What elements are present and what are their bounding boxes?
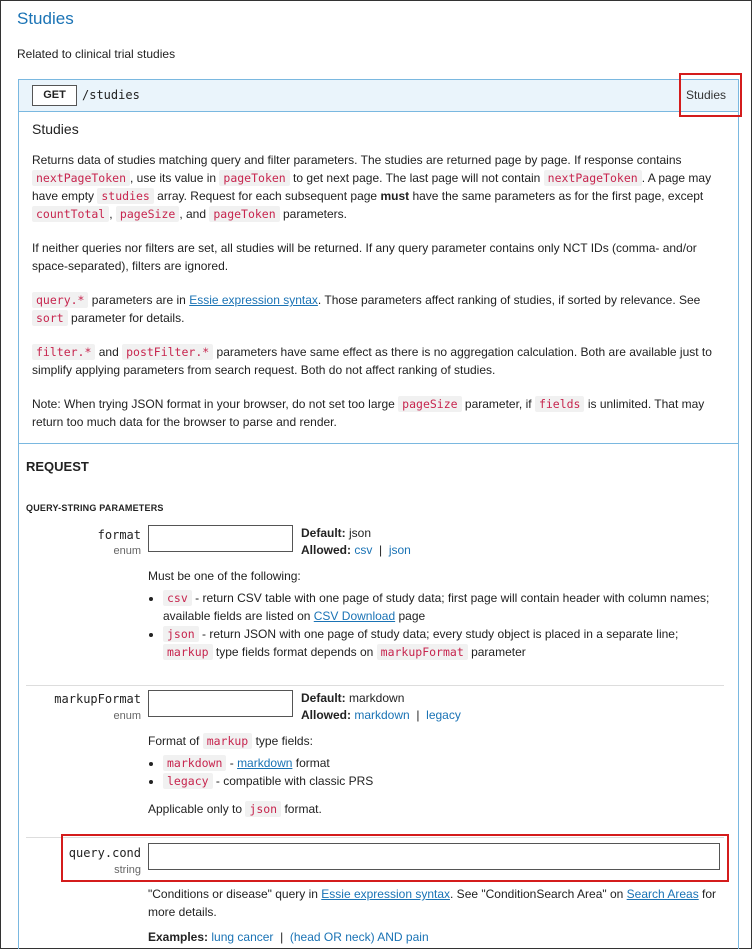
- param-name: query.cond: [68, 846, 141, 860]
- param-description: Format of markup type fields: • markdown - markdown format • legacy - compatible with classic PRS Applicable only to json format.: [148, 732, 718, 818]
- allowed-legacy-link[interactable]: legacy: [426, 708, 461, 722]
- allowed-markdown-link[interactable]: markdown: [354, 708, 410, 722]
- operation-tag[interactable]: Studies: [685, 88, 726, 102]
- param-type: enum: [113, 545, 141, 557]
- essie-syntax-link[interactable]: Essie expression syntax: [189, 293, 318, 307]
- param-description: Must be one of the following: • csv - return CSV table with one page of study data; first page will contain header with column names; available fields are listed on CSV Download page • json - return JSON with one page of study data; every study object is placed in a separate line; markup type fields format depends on markupFormat parameter: [148, 567, 718, 671]
- description-paragraph-4: filter.* and postFilter.* parameters have same effect as there is no aggregation calculation. Both are available just to simplify applying parameters from search request. Both do not affect ranking of studies.: [32, 345, 712, 377]
- code-countTotal: countTotal: [32, 206, 109, 222]
- section-description: Related to clinical trial studies: [17, 47, 176, 61]
- example-head-neck-pain[interactable]: (head OR neck) AND pain: [289, 930, 429, 944]
- code-nextPageToken: nextPageToken: [544, 170, 642, 186]
- param-description: "Conditions or disease" query in Essie expression syntax. See "ConditionSearch Area" on Search Areas for more details. Examples: lung cancer | (head OR neck) AND pain: [148, 887, 717, 944]
- description-paragraph-5: Note: When trying JSON format in your browser, do not set too large pageSize parameter, if fields is unlimited. That may return too much data for the browser to parse and render.: [32, 397, 705, 429]
- param-format: [26, 520, 724, 686]
- description-paragraph-2: If neither queries nor filters are set, all studies will be returned. If any query parameter contains only NCT IDs (comma- and/or space-separated), filters are ignored.: [32, 241, 697, 273]
- param-type: string: [114, 864, 141, 876]
- highlight-tag-box: [679, 73, 742, 117]
- query-string-parameters-heading: QUERY-STRING PARAMETERS: [26, 503, 164, 513]
- operation-description: [32, 121, 720, 447]
- param-meta: Default: json Allowed: csv | json: [301, 526, 411, 557]
- request-divider: [19, 443, 738, 444]
- operation-summary: Studies: [32, 121, 79, 137]
- example-lung-cancer[interactable]: lung cancer: [211, 930, 274, 944]
- highlight-query-cond-box: [61, 834, 729, 882]
- allowed-json-link[interactable]: json: [388, 543, 411, 557]
- markupformat-input[interactable]: [148, 690, 293, 717]
- description-paragraph-1: Returns data of studies matching query and filter parameters. The studies are returned page by page. If response contains nextPageToken , use its value in pageToken to get next page. The last page will not contain nextPageToken . A page may have empty studies array. Request for each subsequent page must have the same parameters as for the first page, except countTotal , pageSize , and pageToken parameters.: [32, 153, 712, 221]
- http-method-badge: GET: [32, 85, 77, 106]
- allowed-csv-link[interactable]: csv: [354, 543, 373, 557]
- section-title: Studies: [17, 9, 74, 28]
- code-pageToken: pageToken: [219, 170, 289, 186]
- operation-header[interactable]: [19, 80, 738, 112]
- csv-download-link[interactable]: CSV Download: [313, 609, 396, 623]
- code-pageSize: pageSize: [116, 206, 179, 222]
- param-name: format: [97, 528, 141, 542]
- description-paragraph-3: query.* parameters are in Essie expression syntax. Those parameters affect ranking of studies, if sorted by relevance. See sort parameter for details.: [32, 291, 720, 327]
- endpoint-path: /studies: [82, 88, 140, 102]
- request-heading: REQUEST: [26, 459, 89, 474]
- essie-syntax-link[interactable]: Essie expression syntax: [321, 887, 451, 901]
- code-pageToken: pageToken: [209, 206, 279, 222]
- search-areas-link[interactable]: Search Areas: [626, 887, 699, 901]
- param-type: enum: [113, 710, 141, 722]
- format-input[interactable]: [148, 525, 293, 552]
- param-meta: Default: markdown Allowed: markdown | legacy: [301, 691, 461, 722]
- markdown-link[interactable]: markdown: [237, 756, 293, 770]
- param-name: markupFormat: [54, 692, 141, 706]
- param-markupFormat: [26, 685, 724, 837]
- code-studies: studies: [97, 188, 153, 204]
- code-nextPageToken: nextPageToken: [32, 170, 130, 186]
